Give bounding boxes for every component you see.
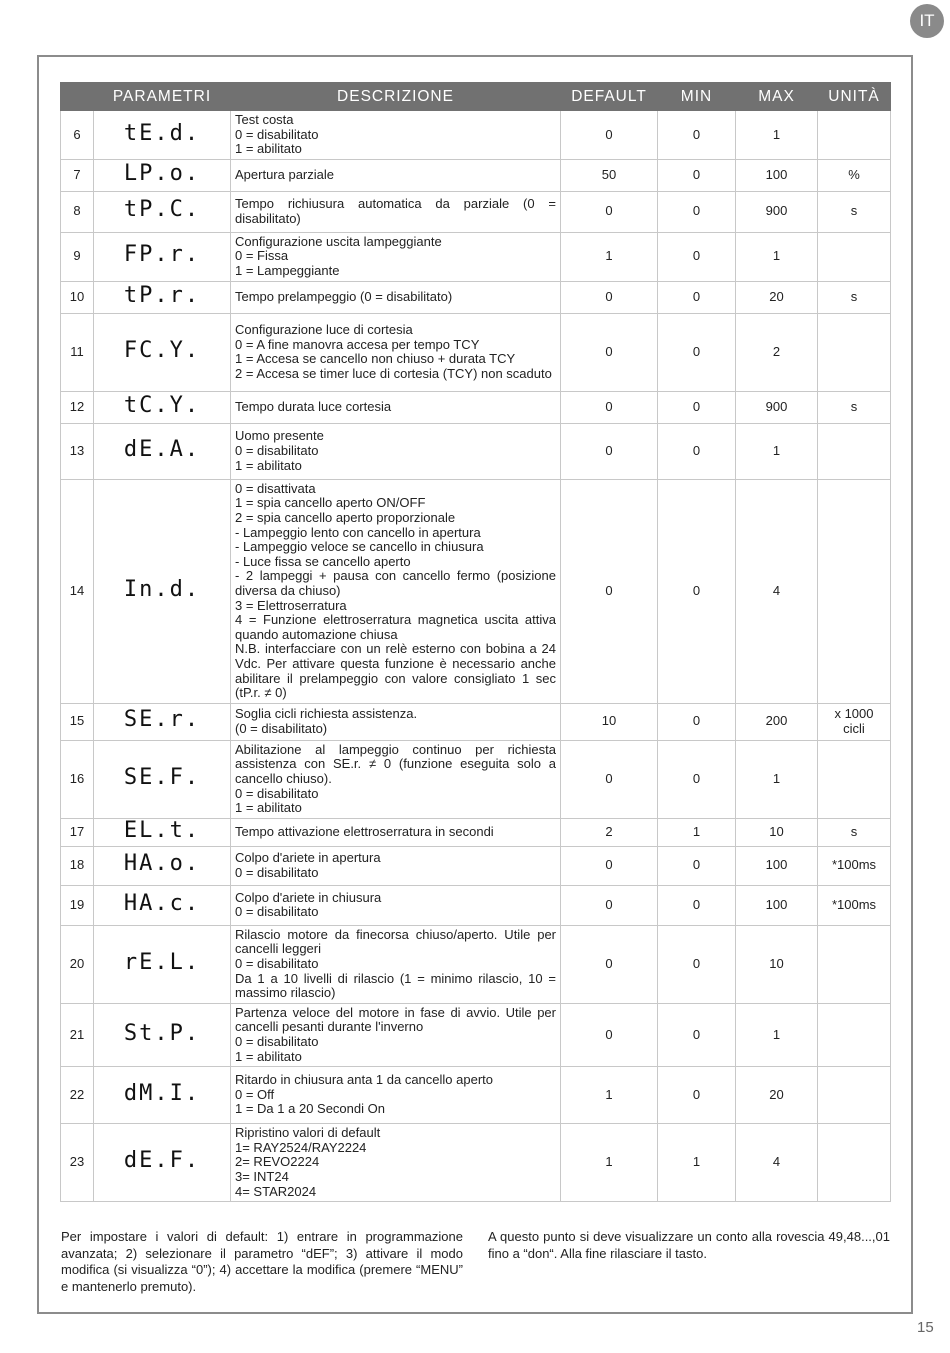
- description-cell: [231, 1124, 561, 1202]
- row-number: 9: [61, 232, 94, 281]
- row-number: 14: [61, 479, 94, 703]
- row-number: 8: [61, 191, 94, 232]
- default-value: 0: [561, 740, 658, 818]
- description-line: 0 = disabilitato: [235, 785, 319, 801]
- description-line: 1 = spia cancello aperto ON/OFF: [235, 495, 426, 511]
- max-value: 200: [736, 703, 818, 740]
- unit-value: *100ms: [818, 846, 891, 885]
- parameter-code: St.P.: [123, 1020, 201, 1046]
- parameter-code: In.d.: [123, 576, 201, 602]
- description-line: (0 = disabilitato): [235, 720, 328, 736]
- row-number: 18: [61, 846, 94, 885]
- default-value: 0: [561, 111, 658, 160]
- description-line: 1 = Da 1 a 20 Secondi On: [235, 1101, 385, 1117]
- description-line: Configurazione uscita lampeggiante: [235, 233, 442, 249]
- unit-value: s: [818, 281, 891, 313]
- default-value: 1: [561, 1067, 658, 1124]
- description-line: Colpo d'ariete in chiusura: [235, 889, 382, 905]
- table-row: [61, 885, 891, 925]
- min-value: 0: [658, 281, 736, 313]
- min-value: 0: [658, 313, 736, 391]
- parameter-cell: [94, 925, 231, 1003]
- default-value: 0: [561, 1003, 658, 1066]
- unit-value: %: [818, 159, 891, 191]
- default-value: 1: [561, 232, 658, 281]
- default-value: 50: [561, 159, 658, 191]
- header-min: MIN: [658, 83, 736, 111]
- row-number: 23: [61, 1124, 94, 1202]
- description-line: 1 = abilitato: [235, 141, 302, 157]
- parameter-cell: [94, 423, 231, 479]
- max-value: 1: [736, 740, 818, 818]
- description-cell: [231, 111, 561, 160]
- description-line: 1 = abilitato: [235, 1048, 302, 1064]
- table-row: [61, 191, 891, 232]
- description-line: 1 = Lampeggiante: [235, 263, 340, 279]
- description-line: Rilascio motore da finecorsa chiuso/aperto. Utile per cancelli leggeri: [235, 926, 556, 957]
- parameter-cell: [94, 111, 231, 160]
- parameter-code: HA.o.: [123, 851, 201, 877]
- row-number: 10: [61, 281, 94, 313]
- min-value: 0: [658, 391, 736, 423]
- max-value: 20: [736, 1067, 818, 1124]
- parameter-cell: [94, 885, 231, 925]
- max-value: 10: [736, 818, 818, 846]
- min-value: 0: [658, 740, 736, 818]
- description-cell: [231, 479, 561, 703]
- min-value: 0: [658, 191, 736, 232]
- parameter-code: tP.r.: [123, 282, 201, 308]
- description-cell: [231, 740, 561, 818]
- description-line: 0 = disabilitato: [235, 864, 319, 880]
- description-line: Tempo attivazione elettroserratura in secondi: [235, 823, 494, 839]
- header-unita: UNITÀ: [818, 83, 891, 111]
- table-row: [61, 111, 891, 160]
- description-line: N.B. interfacciare con un relè esterno con bobina a 24 Vdc. Per attivare questa funzione è necessario anche abilitare il prelampeggio con valore consigliato 1 sec (tP.r. ≠ 0): [235, 641, 556, 701]
- table-row: [61, 313, 891, 391]
- header-parametri: PARAMETRI: [94, 83, 231, 111]
- min-value: 0: [658, 925, 736, 1003]
- description-cell: [231, 885, 561, 925]
- header-descrizione: DESCRIZIONE: [231, 83, 561, 111]
- description-line: 0 = disabilitato: [235, 442, 319, 458]
- max-value: 2: [736, 313, 818, 391]
- description-cell: [231, 391, 561, 423]
- description-cell: [231, 191, 561, 232]
- row-number: 15: [61, 703, 94, 740]
- description-line: 0 = Fissa: [235, 248, 289, 264]
- description-line: Tempo prelampeggio (0 = disabilitato): [235, 288, 453, 304]
- description-cell: [231, 1003, 561, 1066]
- description-line: 0 = disabilitato: [235, 904, 319, 920]
- max-value: 100: [736, 885, 818, 925]
- description-line: Da 1 a 10 livelli di rilascio (1 = minimo rilascio, 10 = massimo rilascio): [235, 970, 556, 1001]
- parameter-code: rE.L.: [123, 949, 201, 975]
- countdown-note: A questo punto si deve visualizzare un conto alla rovescia 49,48...,01 fino a “don“. Alla fine rilasciare il tasto.: [488, 1229, 890, 1261]
- description-line: Soglia cicli richiesta assistenza.: [235, 706, 418, 722]
- description-line: 4= STAR2024: [235, 1183, 317, 1199]
- parameter-cell: [94, 159, 231, 191]
- description-line: 1 = Accesa se cancello non chiuso + durata TCY: [235, 351, 516, 367]
- description-line: 0 = Off: [235, 1086, 275, 1102]
- unit-value: [818, 111, 891, 160]
- parameters-table: [60, 82, 891, 1202]
- description-line: Ritardo in chiusura anta 1 da cancello aperto: [235, 1072, 493, 1088]
- description-line: Test costa: [235, 112, 294, 127]
- description-line: - Lampeggio lento con cancello in apertura: [235, 524, 481, 540]
- row-number: 6: [61, 111, 94, 160]
- min-value: 0: [658, 479, 736, 703]
- description-line: - Luce fissa se cancello aperto: [235, 553, 411, 569]
- description-line: Tempo richiusura automatica da parziale (0 = disabilitato): [235, 196, 556, 226]
- description-line: 0 = disabilitato: [235, 1033, 319, 1049]
- parameter-cell: [94, 1067, 231, 1124]
- parameter-code: SE.r.: [123, 707, 201, 733]
- default-value: 2: [561, 818, 658, 846]
- description-line: 0 = disabilitato: [235, 126, 319, 142]
- description-line: 2 = Accesa se timer luce di cortesia (TCY) non scaduto: [235, 365, 552, 381]
- min-value: 0: [658, 703, 736, 740]
- table-row: [61, 423, 891, 479]
- parameter-code: dE.A.: [123, 436, 201, 462]
- default-value: 0: [561, 391, 658, 423]
- row-number: 17: [61, 818, 94, 846]
- min-value: 1: [658, 1124, 736, 1202]
- default-value: 10: [561, 703, 658, 740]
- description-line: Configurazione luce di cortesia: [235, 322, 413, 338]
- parameter-code: tC.Y.: [123, 392, 201, 418]
- page-number: 15: [917, 1319, 934, 1336]
- min-value: 0: [658, 423, 736, 479]
- parameter-cell: [94, 191, 231, 232]
- table-row: [61, 925, 891, 1003]
- parameter-cell: [94, 846, 231, 885]
- description-cell: [231, 1067, 561, 1124]
- parameter-cell: [94, 391, 231, 423]
- row-number: 21: [61, 1003, 94, 1066]
- table-row: [61, 1003, 891, 1066]
- max-value: 900: [736, 391, 818, 423]
- description-line: Abilitazione al lampeggio continuo per richiesta assistenza con SE.r. ≠ 0 (funzione eseguita solo a cancello chiuso).: [235, 741, 556, 786]
- max-value: 4: [736, 479, 818, 703]
- parameter-cell: [94, 818, 231, 846]
- description-cell: [231, 703, 561, 740]
- table-row: [61, 846, 891, 885]
- description-cell: [231, 423, 561, 479]
- parameter-cell: [94, 1124, 231, 1202]
- default-value: 0: [561, 846, 658, 885]
- parameter-code: tP.C.: [123, 197, 201, 223]
- max-value: 10: [736, 925, 818, 1003]
- description-line: 1 = abilitato: [235, 457, 302, 473]
- min-value: 0: [658, 1003, 736, 1066]
- unit-value: [818, 479, 891, 703]
- table-body: [61, 111, 891, 1202]
- parameter-cell: [94, 232, 231, 281]
- default-value: 0: [561, 925, 658, 1003]
- description-line: 4 = Funzione elettroserratura magnetica uscita attiva quando automazione chiusa: [235, 612, 556, 642]
- max-value: 1: [736, 1003, 818, 1066]
- header-default: DEFAULT: [561, 83, 658, 111]
- table-row: [61, 232, 891, 281]
- description-line: 0 = disabilitato: [235, 955, 319, 971]
- description-line: 3 = Elettroserratura: [235, 597, 347, 613]
- description-line: - 2 lampeggi + pausa con cancello fermo (posizione diversa da chiuso): [235, 568, 556, 598]
- description-cell: [231, 818, 561, 846]
- parameter-code: dM.I.: [123, 1080, 201, 1106]
- max-value: 900: [736, 191, 818, 232]
- unit-value: [818, 925, 891, 1003]
- description-line: Apertura parziale: [235, 166, 334, 182]
- description-cell: [231, 159, 561, 191]
- parameter-code: SE.F.: [123, 764, 201, 790]
- description-cell: [231, 925, 561, 1003]
- min-value: 0: [658, 232, 736, 281]
- default-value: 1: [561, 1124, 658, 1202]
- unit-value: [818, 313, 891, 391]
- table-row: [61, 391, 891, 423]
- min-value: 0: [658, 885, 736, 925]
- table-row: [61, 818, 891, 846]
- unit-value: s: [818, 391, 891, 423]
- max-value: 20: [736, 281, 818, 313]
- table-row: [61, 159, 891, 191]
- max-value: 100: [736, 159, 818, 191]
- table-header-row: [61, 83, 891, 111]
- unit-value: [818, 1124, 891, 1202]
- table-row: [61, 1124, 891, 1202]
- row-number: 11: [61, 313, 94, 391]
- description-cell: [231, 846, 561, 885]
- parameter-cell: [94, 740, 231, 818]
- description-line: Ripristino valori di default: [235, 1125, 381, 1141]
- parameter-code: HA.c.: [123, 890, 201, 916]
- row-number: 22: [61, 1067, 94, 1124]
- max-value: 100: [736, 846, 818, 885]
- parameter-cell: [94, 1003, 231, 1066]
- min-value: 0: [658, 846, 736, 885]
- header-number: [61, 83, 94, 111]
- max-value: 1: [736, 232, 818, 281]
- default-value: 0: [561, 191, 658, 232]
- default-value: 0: [561, 281, 658, 313]
- description-line: 2 = spia cancello aperto proporzionale: [235, 510, 456, 526]
- max-value: 4: [736, 1124, 818, 1202]
- description-line: 2= REVO2224: [235, 1154, 320, 1170]
- description-cell: [231, 232, 561, 281]
- row-number: 12: [61, 391, 94, 423]
- description-line: 0 = A fine manovra accesa per tempo TCY: [235, 336, 480, 352]
- description-line: Partenza veloce del motore in fase di avvio. Utile per cancelli pesanti durante l'inverno: [235, 1004, 556, 1035]
- min-value: 1: [658, 818, 736, 846]
- unit-value: s: [818, 818, 891, 846]
- description-line: 3= INT24: [235, 1168, 289, 1184]
- max-value: 1: [736, 111, 818, 160]
- parameter-cell: [94, 313, 231, 391]
- unit-value: s: [818, 191, 891, 232]
- description-cell: [231, 313, 561, 391]
- min-value: 0: [658, 111, 736, 160]
- default-value: 0: [561, 423, 658, 479]
- unit-value: [818, 232, 891, 281]
- table-row: [61, 1067, 891, 1124]
- row-number: 13: [61, 423, 94, 479]
- description-line: Colpo d'ariete in apertura: [235, 850, 381, 866]
- max-value: 1: [736, 423, 818, 479]
- parameter-code: tE.d.: [123, 120, 201, 146]
- description-line: 0 = disattivata: [235, 480, 316, 496]
- description-cell: [231, 281, 561, 313]
- description-line: Tempo durata luce cortesia: [235, 398, 392, 414]
- unit-value: [818, 1003, 891, 1066]
- header-max: MAX: [736, 83, 818, 111]
- row-number: 16: [61, 740, 94, 818]
- unit-value: [818, 1067, 891, 1124]
- parameter-code: EL.t.: [123, 817, 201, 843]
- default-value: 0: [561, 313, 658, 391]
- parameter-cell: [94, 479, 231, 703]
- min-value: 0: [658, 1067, 736, 1124]
- min-value: 0: [658, 159, 736, 191]
- parameter-code: FC.Y.: [123, 337, 201, 363]
- parameter-cell: [94, 703, 231, 740]
- table-row: [61, 703, 891, 740]
- unit-value: [818, 740, 891, 818]
- row-number: 20: [61, 925, 94, 1003]
- default-value: 0: [561, 885, 658, 925]
- language-badge: IT: [910, 4, 944, 38]
- description-line: 1= RAY2524/RAY2224: [235, 1139, 367, 1155]
- parameter-cell: [94, 281, 231, 313]
- parameter-code: FP.r.: [123, 242, 201, 268]
- unit-value: x 1000 cicli: [818, 703, 891, 740]
- default-values-note: Per impostare i valori di default: 1) entrare in programmazione avanzata; 2) selezionare il parametro “dEF”; 3) attivare il modo modifica (si visualizza “0”); 4) accettare la modifica (premere “MENU” e mantenerlo premuto).: [61, 1229, 463, 1294]
- table-row: [61, 281, 891, 313]
- row-number: 7: [61, 159, 94, 191]
- unit-value: *100ms: [818, 885, 891, 925]
- table-row: [61, 479, 891, 703]
- description-line: 1 = abilitato: [235, 800, 302, 816]
- default-value: 0: [561, 479, 658, 703]
- parameter-code: LP.o.: [123, 160, 201, 186]
- unit-value: [818, 423, 891, 479]
- description-line: Uomo presente: [235, 428, 324, 444]
- row-number: 19: [61, 885, 94, 925]
- table-row: [61, 740, 891, 818]
- parameter-code: dE.F.: [123, 1148, 201, 1174]
- description-line: - Lampeggio veloce se cancello in chiusura: [235, 539, 484, 555]
